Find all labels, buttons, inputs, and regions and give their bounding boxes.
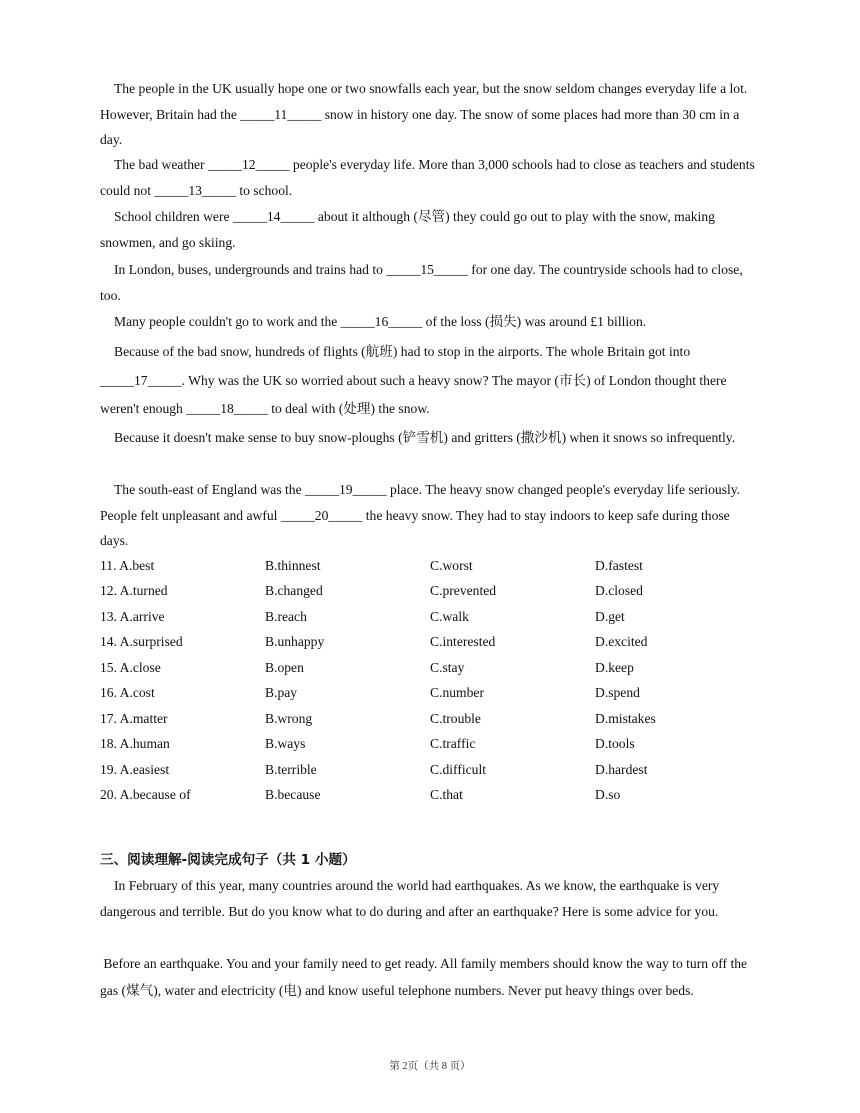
option-c: C.difficult (430, 761, 487, 777)
option-b: B.ways (265, 736, 306, 752)
option-c: C.worst (430, 557, 473, 573)
option-d: D.fastest (595, 557, 643, 573)
section-paragraph-2: Before an earthquake. You and your family need to get ready. All family members should know the way to turn off the gas (煤气), water and electricity (电) and know useful telephone numbers. Never put heavy things over beds. (100, 956, 751, 998)
option-row-18 (100, 732, 760, 758)
passage-paragraph-5: Many people couldn't go to work and the _____16_____ of the loss (损失) was around £1 billion. (114, 314, 647, 329)
option-d: D.hardest (595, 761, 648, 777)
option-a: 12. A.turned (100, 583, 168, 599)
option-b: B.wrong (265, 710, 313, 726)
section-paragraph-1: In February of this year, many countries around the world had earthquakes. As we know, the earthquake is very dangerous and terrible. But do you know what to do during and after an earthquake? Here is some advice for you. (100, 878, 720, 919)
option-b: B.unhappy (265, 634, 325, 650)
option-d: D.spend (595, 685, 640, 701)
option-row-19 (100, 757, 760, 783)
option-b: B.because (265, 787, 321, 803)
option-row-14 (100, 630, 760, 656)
option-b: B.thinnest (265, 557, 321, 573)
option-row-12 (100, 579, 760, 605)
options-table (100, 553, 760, 808)
option-b: B.reach (265, 608, 307, 624)
option-c: C.that (430, 787, 463, 803)
option-d: D.closed (595, 583, 643, 599)
option-row-17 (100, 706, 760, 732)
option-d: D.excited (595, 634, 648, 650)
option-c: C.number (430, 685, 484, 701)
passage-paragraph-3: School children were _____14_____ about it although (尽管) they could go out to play with the snow, making snowmen, and go skiing. (100, 209, 715, 250)
option-d: D.get (595, 608, 625, 624)
passage-paragraph-2: The bad weather _____12_____ people's everyday life. More than 3,000 schools had to close as teachers and students could not _____13_____ to school. (100, 157, 755, 198)
option-row-16 (100, 681, 760, 707)
option-a: 14. A.surprised (100, 634, 183, 650)
option-d: D.mistakes (595, 710, 656, 726)
option-c: C.interested (430, 634, 496, 650)
option-b: B.terrible (265, 761, 317, 777)
option-b: B.open (265, 659, 304, 675)
option-a: 16. A.cost (100, 685, 155, 701)
passage-paragraph-4: In London, buses, undergrounds and trains had to _____15_____ for one day. The countryside schools had to close, too. (100, 262, 743, 303)
option-d: D.keep (595, 659, 634, 675)
option-b: B.pay (265, 685, 298, 701)
passage-paragraph-7: Because it doesn't make sense to buy snow-ploughs (铲雪机) and gritters (撒沙机) when it snows so infrequently. (114, 430, 736, 445)
option-row-11 (100, 553, 760, 579)
passage-paragraph-6: Because of the bad snow, hundreds of flights (航班) had to stop in the airports. The whole Britain got into _____17_____. Why was the UK so worried about such a heavy snow? The mayor (市长) of London thought there weren't enough _____18_____ to deal with (处理) the snow. (100, 344, 727, 416)
option-c: C.trouble (430, 710, 481, 726)
option-a: 18. A.human (100, 736, 170, 752)
option-d: D.so (595, 787, 621, 803)
option-a: 11. A.best (100, 557, 155, 573)
option-a: 19. A.easiest (100, 761, 170, 777)
section-heading: 三、阅读理解-阅读完成句子（共 1 小题） (100, 852, 356, 868)
option-c: C.traffic (430, 736, 476, 752)
passage-paragraph-1: The people in the UK usually hope one or two snowfalls each year, but the snow seldom changes everyday life a lot. However, Britain had the _____11_____ snow in history one day. The snow of some places had more than 30 cm in a day. (100, 81, 748, 147)
option-b: B.changed (265, 583, 323, 599)
option-a: 13. A.arrive (100, 608, 165, 624)
option-a: 20. A.because of (100, 787, 191, 803)
option-row-20 (100, 783, 760, 809)
option-c: C.prevented (430, 583, 497, 599)
passage-paragraph-8: The south-east of England was the _____19_____ place. The heavy snow changed people's everyday life seriously. People felt unpleasant and awful _____20_____ the heavy snow. They had to stay indoors to keep safe during those days. (100, 482, 741, 548)
option-c: C.walk (430, 608, 469, 624)
option-row-15 (100, 655, 760, 681)
option-a: 15. A.close (100, 659, 161, 675)
option-row-13 (100, 604, 760, 630)
page-footer: 第 2页（共 8 页） (389, 1061, 471, 1072)
option-a: 17. A.matter (100, 710, 168, 726)
option-c: C.stay (430, 659, 465, 675)
option-d: D.tools (595, 736, 635, 752)
